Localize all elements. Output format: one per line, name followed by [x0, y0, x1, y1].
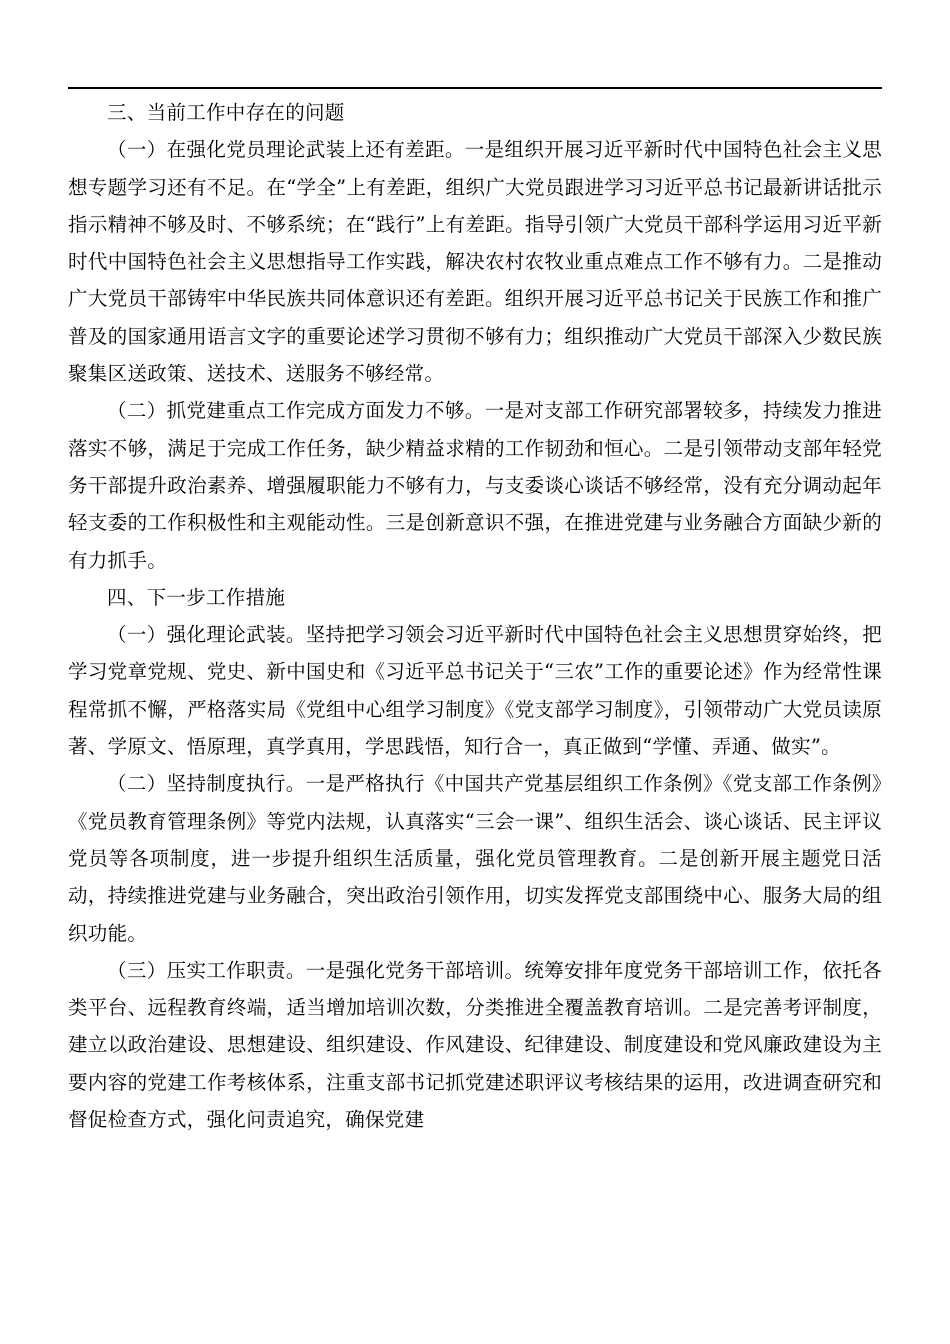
section-heading-current-problems: 三、当前工作中存在的问题: [107, 101, 345, 124]
paragraph-strengthen-theory: （一）强化理论武装。坚持把学习领会习近平新时代中国特色社会主义思想贯穿始终，把学习党章党规、党史、新中国史和《习近平总书记关于“三农”工作的重要论述》作为经常性课程常抓不懈，严格落实局《党组中心组学习制度》《党支部学习制度》，引领带动广大党员读原著、学原文、悟原理，真学真用，学思践悟，知行合一，真正做到“学懂、弄通、做实”。: [68, 623, 882, 759]
paragraph-theory-arming-gap: （一）在强化党员理论武装上还有差距。一是组织开展习近平新时代中国特色社会主义思想专题学习还有不足。在“学全”上有差距，组织广大党员跟进学习习近平总书记最新讲话批示指示精神不够及时、不够系统；在“践行”上有差距。指导引领广大党员干部科学运用习近平新时代中国特色社会主义思想指导工作实践，解决农村农牧业重点难点工作不够有力。二是推动广大党员干部铸牢中华民族共同体意识还有差距。组织开展习近平总书记关于民族工作和推广普及的国家通用语言文字的重要论述学习贯彻不够有力；组织推动广大党员干部深入少数民族聚集区送政策、送技术、送服务不够经常。: [68, 138, 882, 386]
paragraph-system-execution: （二）坚持制度执行。一是严格执行《中国共产党基层组织工作条例》《党支部工作条例》《党员教育管理条例》等党内法规，认真落实“三会一课”、组织生活会、谈心谈话、民主评议党员等各项制度，进一步提升组织生活质量，强化党员管理教育。二是创新开展主题党日活动，持续推进党建与业务融合，突出政治引领作用，切实发挥党支部围绕中心、服务大局的组织功能。: [68, 772, 882, 945]
document-body: [68, 94, 882, 1138]
section-heading-next-steps: 四、下一步工作措施: [107, 585, 286, 609]
paragraph-work-responsibility: （三）压实工作职责。一是强化党务干部培训。统筹安排年度党务干部培训工作，依托各类平台、远程教育终端，适当增加培训次数，分类推进全覆盖教育培训。二是完善考评制度，建立以政治建设、思想建设、组织建设、作风建设、纪律建设、制度建设和党风廉政建设为主要内容的党建工作考核体系，注重支部书记抓党建述职评议考核结果的运用，改进调查研究和督促检查方式，强化问责追究，确保党建: [68, 958, 882, 1132]
header-rule: [68, 87, 882, 89]
paragraph-party-building-effort: （二）抓党建重点工作完成方面发力不够。一是对支部工作研究部署较多，持续发力推进落实不够，满足于完成工作任务，缺少精益求精的工作韧劲和恒心。二是引领带动支部年轻党务干部提升政治素养、增强履职能力不够有力，与支委谈心谈话不够经常，没有充分调动起年轻支委的工作积极性和主观能动性。三是创新意识不强，在推进党建与业务融合方面缺少新的有力抓手。: [68, 399, 882, 572]
